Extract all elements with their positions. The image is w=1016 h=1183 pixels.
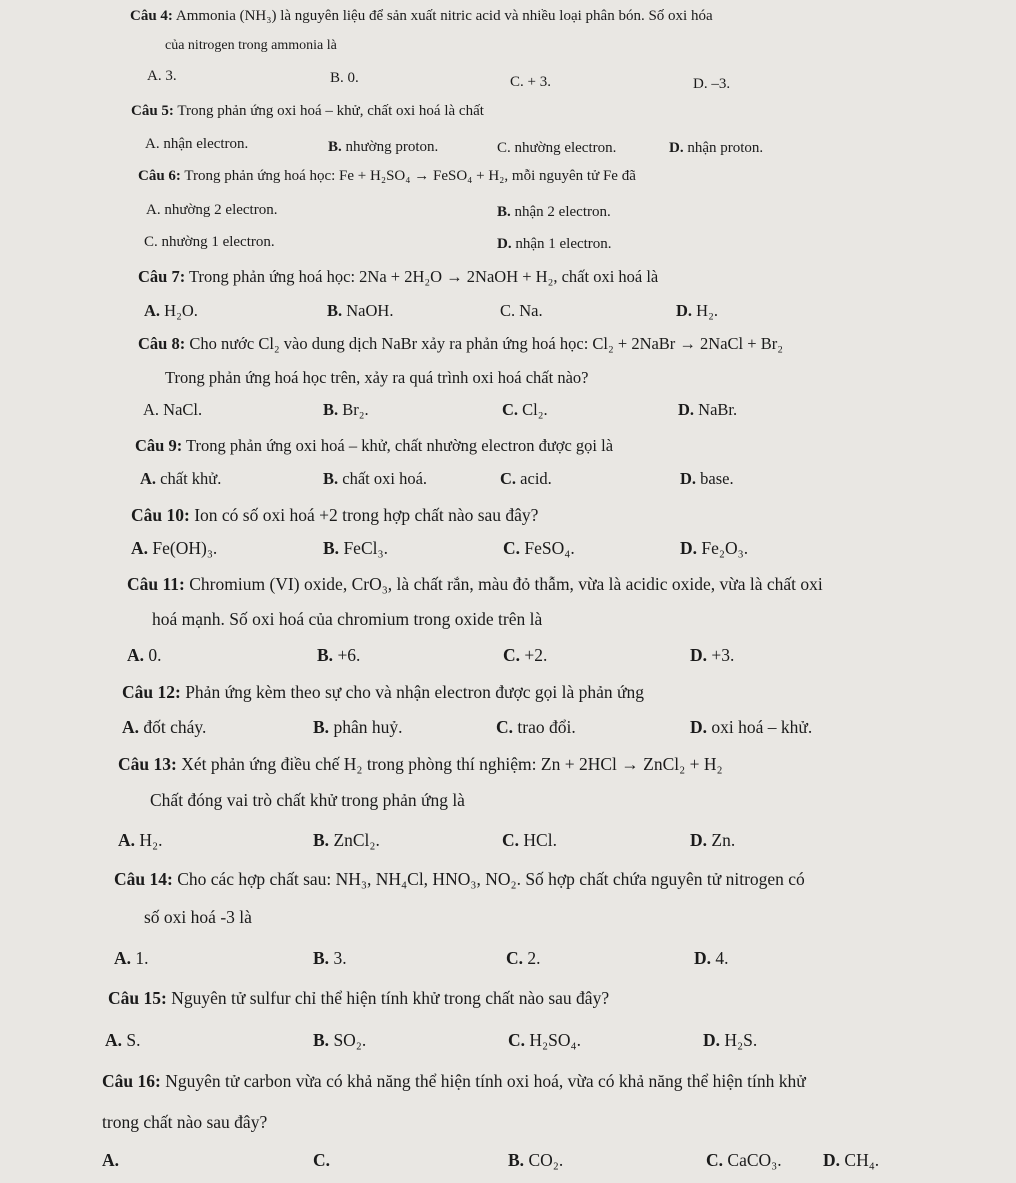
question-4-option-b: B. 0. [330,70,359,86]
question-16-option-b: B. CO₂. [508,1150,564,1170]
question-16-line-1: Câu 16: Nguyên tử carbon vừa có khả năng thể hiện tính oxi hoá, vừa có khả năng thể hiện tính khử [102,1071,806,1091]
question-4-line-2: của nitrogen trong ammonia là [165,38,337,53]
question-8-line-2: Trong phản ứng hoá học trên, xảy ra quá trình oxi hoá chất nào? [165,368,589,387]
question-16-option-c: C. CaCO₃. [706,1150,782,1170]
question-16-option-c-blank: C. [313,1150,331,1170]
question-15-line-1: Câu 15: Nguyên tử sulfur chỉ thể hiện tính khử trong chất nào sau đây? [108,988,610,1008]
question-8-option-c: C. Cl₂. [502,400,548,419]
question-16-option-a: A. [102,1150,120,1170]
question-12-option-d: D. oxi hoá – khử. [690,717,813,737]
question-7-line-1: Câu 7: Trong phản ứng hoá học: 2Na + 2H₂O → 2NaOH + H₂, chất oxi hoá là [138,267,659,286]
question-13-line-1: Câu 13: Xét phản ứng điều chế H₂ trong phòng thí nghiệm: Zn + 2HCl → ZnCl₂ + H₂ [118,754,723,774]
question-4-option-c: C. + 3. [510,74,551,90]
question-4-option-d: D. –3. [693,76,731,92]
question-6-line-1: Câu 6: Trong phản ứng hoá học: Fe + H₂SO₄ → FeSO₄ + H₂, mỗi nguyên tử Fe đã [138,168,636,184]
question-10-option-d: D. Fe₂O₃. [680,538,749,558]
question-7-option-d: D. H₂. [676,301,718,320]
question-15-option-b: B. SO₂. [313,1030,367,1050]
question-9-option-c: C. acid. [500,469,552,488]
question-7-option-a: A. H₂O. [144,301,198,320]
question-9-option-d: D. base. [680,469,734,488]
question-5-line-1: Câu 5: Trong phản ứng oxi hoá – khử, chất oxi hoá là chất [131,103,484,119]
question-15-option-a: A. S. [105,1030,141,1050]
question-9-option-b: B. chất oxi hoá. [323,469,428,488]
question-14-line-1: Câu 14: Cho các hợp chất sau: NH₃, NH₄Cl, HNO₃, NO₂. Số hợp chất chứa nguyên tử nitrogen có [114,869,805,889]
question-16-option-d: D. CH₄. [823,1150,880,1170]
question-5-option-c: C. nhường electron. [497,140,617,156]
question-10-option-c: C. FeSO₄. [503,538,575,558]
question-14-option-b: B. 3. [313,948,347,968]
question-11-option-c: C. +2. [503,645,548,665]
question-8-option-a: A. NaCl. [143,400,203,419]
question-5-option-b: B. nhường proton. [328,139,439,155]
question-11-option-d: D. +3. [690,645,735,665]
question-12-option-c: C. trao đổi. [496,717,576,737]
question-10-option-a: A. Fe(OH)₃. [131,538,218,558]
question-9-line-1: Câu 9: Trong phản ứng oxi hoá – khử, chất nhường electron được gọi là [135,436,614,455]
question-6-option-c: C. nhường 1 electron. [144,234,275,250]
question-11-line-1: Câu 11: Chromium (VI) oxide, CrO₃, là chất rắn, màu đỏ thẫm, vừa là acidic oxide, vừa là chất oxi [127,574,823,594]
question-12-option-b: B. phân huỷ. [313,717,403,737]
question-14-option-a: A. 1. [114,948,149,968]
question-14-option-c: C. 2. [506,948,541,968]
question-11-option-a: A. 0. [127,645,162,665]
question-13-option-a: A. H₂. [118,830,163,850]
question-4-line-1: Câu 4: Ammonia (NH₃) là nguyên liệu để sản xuất nitric acid và nhiều loại phân bón. Số oxi hóa [130,8,713,24]
question-10-line-1: Câu 10: Ion có số oxi hoá +2 trong hợp chất nào sau đây? [131,505,539,525]
question-14-line-2: số oxi hoá -3 là [144,907,252,927]
question-8-line-1: Câu 8: Cho nước Cl₂ vào dung dịch NaBr xảy ra phản ứng hoá học: Cl₂ + 2NaBr → 2NaCl + Br₂ [138,334,783,353]
question-7-option-c: C. Na. [500,301,543,320]
question-11-line-2: hoá mạnh. Số oxi hoá của chromium trong oxide trên là [152,609,543,629]
question-13-line-2: Chất đóng vai trò chất khử trong phản ứng là [150,790,465,810]
question-10-option-b: B. FeCl₃. [323,538,388,558]
question-5-option-a: A. nhận electron. [145,136,249,152]
question-6-option-d: D. nhận 1 electron. [497,236,612,252]
question-6-option-b: B. nhận 2 electron. [497,204,611,220]
question-12-option-a: A. đốt cháy. [122,717,207,737]
question-6-option-a: A. nhường 2 electron. [146,202,278,218]
question-14-option-d: D. 4. [694,948,729,968]
question-8-option-b: B. Br₂. [323,400,369,419]
question-15-option-c: C. H₂SO₄. [508,1030,581,1050]
question-11-option-b: B. +6. [317,645,361,665]
question-9-option-a: A. chất khử. [140,469,222,488]
question-7-option-b: B. NaOH. [327,301,394,320]
question-13-option-d: D. Zn. [690,830,736,850]
question-8-option-d: D. NaBr. [678,400,738,419]
question-5-option-d: D. nhận proton. [669,140,764,156]
question-16-line-2: trong chất nào sau đây? [102,1112,268,1132]
question-13-option-b: B. ZnCl₂. [313,830,380,850]
question-15-option-d: D. H₂S. [703,1030,758,1050]
question-4-option-a: A. 3. [147,68,177,84]
question-12-line-1: Câu 12: Phản ứng kèm theo sự cho và nhận electron được gọi là phản ứng [122,682,645,702]
question-13-option-c: C. HCl. [502,830,557,850]
